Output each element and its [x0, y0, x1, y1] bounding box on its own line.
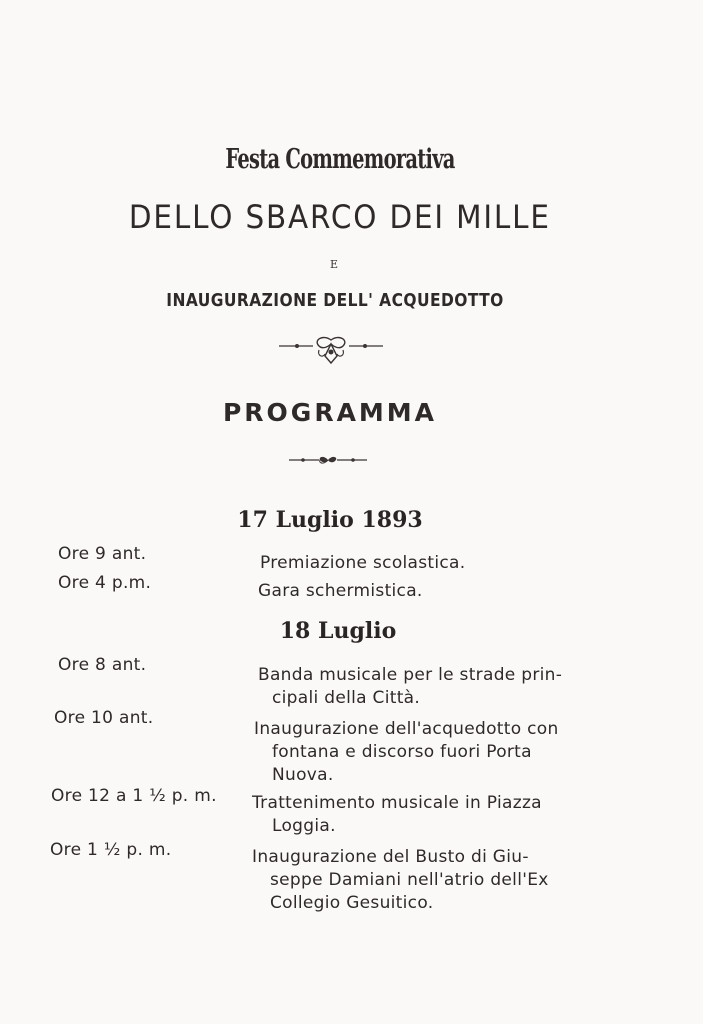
event-time: Ore 1 ½ p. m. [50, 840, 172, 860]
event-description [258, 664, 562, 710]
event-description-line: Premiazione scolastica. [260, 553, 466, 573]
festa-heading: Festa Commemorativa [225, 144, 455, 175]
event-description [252, 792, 542, 838]
day-heading: 18 Luglio [279, 618, 397, 644]
day-heading: 17 Luglio 1893 [237, 507, 423, 533]
programma-heading: PROGRAMMA [222, 398, 438, 427]
event-description-line: cipali della Città. [272, 688, 421, 708]
small-fleuron-ornament [287, 452, 369, 468]
event-time: Ore 4 p.m. [58, 573, 152, 593]
event-description [254, 718, 559, 787]
event-description-line: Banda musicale per le strade prin- [258, 665, 563, 685]
event-description [252, 846, 549, 915]
event-description-line: Collegio Gesuitico. [270, 893, 434, 913]
event-time: Ore 12 a 1 ½ p. m. [51, 786, 217, 806]
fleuron-ornament [277, 336, 385, 366]
event-description-line: seppe Damiani nell'atrio dell'Ex [270, 870, 549, 890]
event-time: Ore 10 ant. [54, 708, 154, 728]
event-description-line: Trattenimento musicale in Piazza [252, 793, 542, 813]
main-title: DELLO SBARCO DEI MILLE [128, 198, 551, 236]
conjunction: E [329, 258, 339, 271]
event-description [258, 580, 423, 603]
event-time: Ore 9 ant. [58, 544, 147, 564]
event-description-line: Gara schermistica. [258, 581, 423, 601]
event-description [260, 552, 465, 575]
event-description-line: fontana e discorso fuori Porta [272, 742, 532, 762]
event-description-line: Loggia. [272, 816, 336, 836]
event-description-line: Inaugurazione dell'acquedotto con [254, 719, 559, 739]
event-time: Ore 8 ant. [58, 655, 147, 675]
event-description-line: Inaugurazione del Busto di Giu- [252, 847, 529, 867]
event-description-line: Nuova. [272, 765, 334, 785]
subtitle: INAUGURAZIONE DELL' ACQUEDOTTO [166, 290, 504, 311]
